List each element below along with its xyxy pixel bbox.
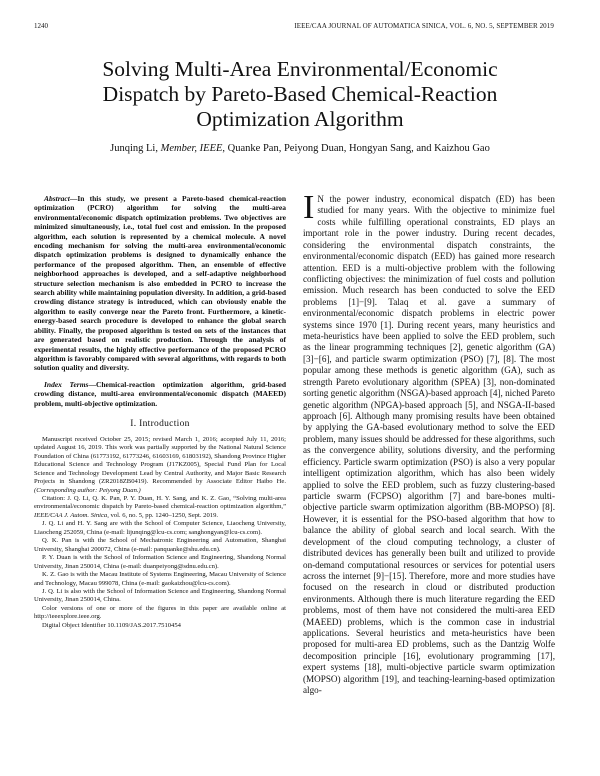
- index-terms-text: —Chemical-reaction optimization algorithm, grid-based crowding distance, multi-area environmental/economic dispatch (MAEED) problem, multi-objective optimization.: [34, 379, 286, 408]
- footnote: J. Q. Li and H. Y. Sang are with the School of Computer Science, Liaocheng University, Liaocheng 252059, China (e-mail: lijunqing@lcu-cs.com; sanghongyan@lcu-cs.com).: [34, 520, 286, 536]
- title-line: Optimization Algorithm: [196, 107, 404, 131]
- abstract-label: Abstract: [44, 194, 70, 203]
- footnote: P. Y. Duan is with the School of Information Science and Engineering, Shandong Normal University, Jinan 250014, China (e-mail: duanpeiyong@sdnu.edu.cn).: [34, 554, 286, 570]
- section-heading: I. Introduction: [130, 418, 190, 429]
- left-column: [34, 194, 286, 630]
- footnote: J. Q. Li is also with the School of Information Science and Engineering, Shandong Normal University, Jinan 250014, China.: [34, 588, 286, 604]
- abstract: [34, 194, 286, 373]
- author-rest: , Quanke Pan, Peiyong Duan, Hongyan Sang, and Kaizhou Gao: [222, 143, 490, 154]
- journal-header: IEEE/CAA JOURNAL OF AUTOMATICA SINICA, VOL. 6, NO. 5, SEPTEMBER 2019: [294, 22, 554, 30]
- paper-title: [60, 57, 540, 132]
- drop-cap: I: [303, 189, 315, 226]
- abstract-text: —In this study, we present a Pareto-based chemical-reaction optimization (PCRO) algorithm for solving the multi-area environmental/economic dispatch optimization problems. Two objectives are minimized simultaneously, i.e., total fuel cost and emission. In the proposed algorithm, each solution is represented by a chemical molecule. A novel encoding mechanism for solving the multi-area environmental/economic dispatch optimization problems is designed to dynamically enhance the performance of the proposed algorithm. Then, an ensemble of effective neighborhood approaches is developed, and a self-adaptive neighborhood structure selection mechanism is also embedded in PCRO to increase the search ability while maintaining population diversity. In addition, a grid-based crowding distance strategy is introduced, which can obviously enable the algorithm to easily converge near the Pareto front. Furthermore, a kinetic-energy-based search procedure is developed to enhance the global search ability. Finally, the proposed algorithm is tested on sets of the instances that are generated based on realistic production. Through the analysis of experimental results, the highly effective performance of the proposed PCRO algorithm is favorably compared with several algorithms, with regards to both solution quality and diversity.: [34, 194, 286, 373]
- footnote: Citation: J. Q. Li, Q. K. Pan, P. Y. Duan, H. Y. Sang, and K. Z. Gao, “Solving multi-area environmental/economic dispatch by Pareto-based chemical-reaction optimization algorithm,” IEEE/CAA J. Autom. Sinica, vol. 6, no. 5, pp. 1240–1250, Sept. 2019.: [34, 495, 286, 519]
- right-column: [303, 189, 555, 697]
- intro-paragraph: [303, 189, 555, 697]
- footnote: Digital Object Identifier 10.1109/JAS.2017.7510454: [42, 621, 181, 629]
- footnotes: [34, 436, 286, 630]
- index-terms-label: Index Terms: [44, 379, 89, 389]
- page-number: 1240: [34, 22, 48, 30]
- footnote: Q. K. Pan is with the School of Mechatronic Engineering and Automation, Shanghai University, Shanghai 200072, China (e-mail: panquanke@shu.edu.cn).: [34, 537, 286, 553]
- title-line: Solving Multi-Area Environmental/Economic: [102, 57, 498, 81]
- footnote: Color versions of one or more of the figures in this paper are available online at http://ieeexplore.ieee.org.: [34, 604, 286, 621]
- footnote: Manuscript received October 25, 2015; revised March 1, 2016; accepted July 11, 2016; updated August 16, 2019. This work was partially supported by the National Natural Science Foundation of China (61773192, 61773246, 61603169, 61803192), Shandong Province Higher Educational Science and Technology Program (J17KZ005), Special Fund Plan for Local Science and Technology Development Lead by Central Authority, and Major Basic Research Projects in Shandong (ZR2018ZB0419). Recommended by Associate Editor Haibo He. (Corresponding author: Peiyong Duan.): [34, 435, 286, 494]
- intro-text: N the power industry, economical dispatch (ED) has been studied for many years. With the objective to minimize fuel costs while fulfilling operational constraints, ED plays an important role in the power industry. During recent decades, considering the environmental dispatch constraints, the environmental/economic dispatch (EED) has gained more research attention. EED is a multi-objective problem with the following conflicting objectives: the minimization of fuel costs and pollution emission. Much research has been conducted to solve the EED problems [1]−[9]. Talaq et al. gave a summary of environmental/economic dispatch problems in electric power systems since 1970 [1]. During recent years, many heuristics and meta-heuristics have been applied to solve the EED problem, such as the linear programming techniques [2], genetic algorithm (GA) [3]−[6], and particle swarm optimization (PSO) [7], [8]. The most popular among these methods is genetic algorithm (GA), such as strength Pareto evolutionary algorithm (SPEA) [3], non-dominated sorting genetic algorithm (NSGA)-based approach [4], niched Pareto genetic algorithm (NPGA)-based approach [5], and NSGA-II-based approach [6]. Although many promising results have been obtained by applying the GA-based evolutionary method to solve the EED problem, many issues should be addressed for these algorithms, such as the convergence ability, solutions diversity, and the performing efficiency. Particle swarm optimization (PSO) is also a very popular intelligent optimization algorithm, which has also been widely applied to solve the EED problem, such as fuzzy clustering-based particle swarm (FCPSO) algorithm [7] and bare-bones multi-objective particle swarm optimization algorithm (BB-MOPSO) [8]. However, it is essential for the PSO-based algorithm that how to balance the ability of global search and local search. With the development of the cloud computing technology, a cluster of distributed devices has generally been built and utilized to provide on-demand computational resources or services for potential users across the internet [9]−[15]. Therefore, more and more studies have focused on the research in cloud or distributed production environments. Although there is much literature regarding the EED problems, most of them have not considered the multi-area EED (MAEED) problems, which is the common case in industrial applications. Several heuristics and meta-heuristics have been proposed for multi-area ED problems, such as the Dantzig Wolfe decomposition principle [16], evolutionary programming [17], expert systems [18], multi-objective particle swarm optimization (MOPSO) algorithm [19], and teaching-learning-based optimization algo-: [303, 194, 555, 696]
- author-list: [60, 142, 540, 155]
- title-line: Dispatch by Pareto-Based Chemical-Reaction: [102, 82, 498, 106]
- page-header: [34, 22, 554, 34]
- footnote: K. Z. Gao is with the Macau Institute of Systems Engineering, Macau University of Science and Technology, Macau 999078, China (e-mail: gaokaizhou@lcu-cs.com).: [34, 571, 286, 587]
- author-role: Member, IEEE: [160, 143, 223, 154]
- author-first: Junqing Li,: [110, 143, 161, 154]
- index-terms: [34, 380, 286, 408]
